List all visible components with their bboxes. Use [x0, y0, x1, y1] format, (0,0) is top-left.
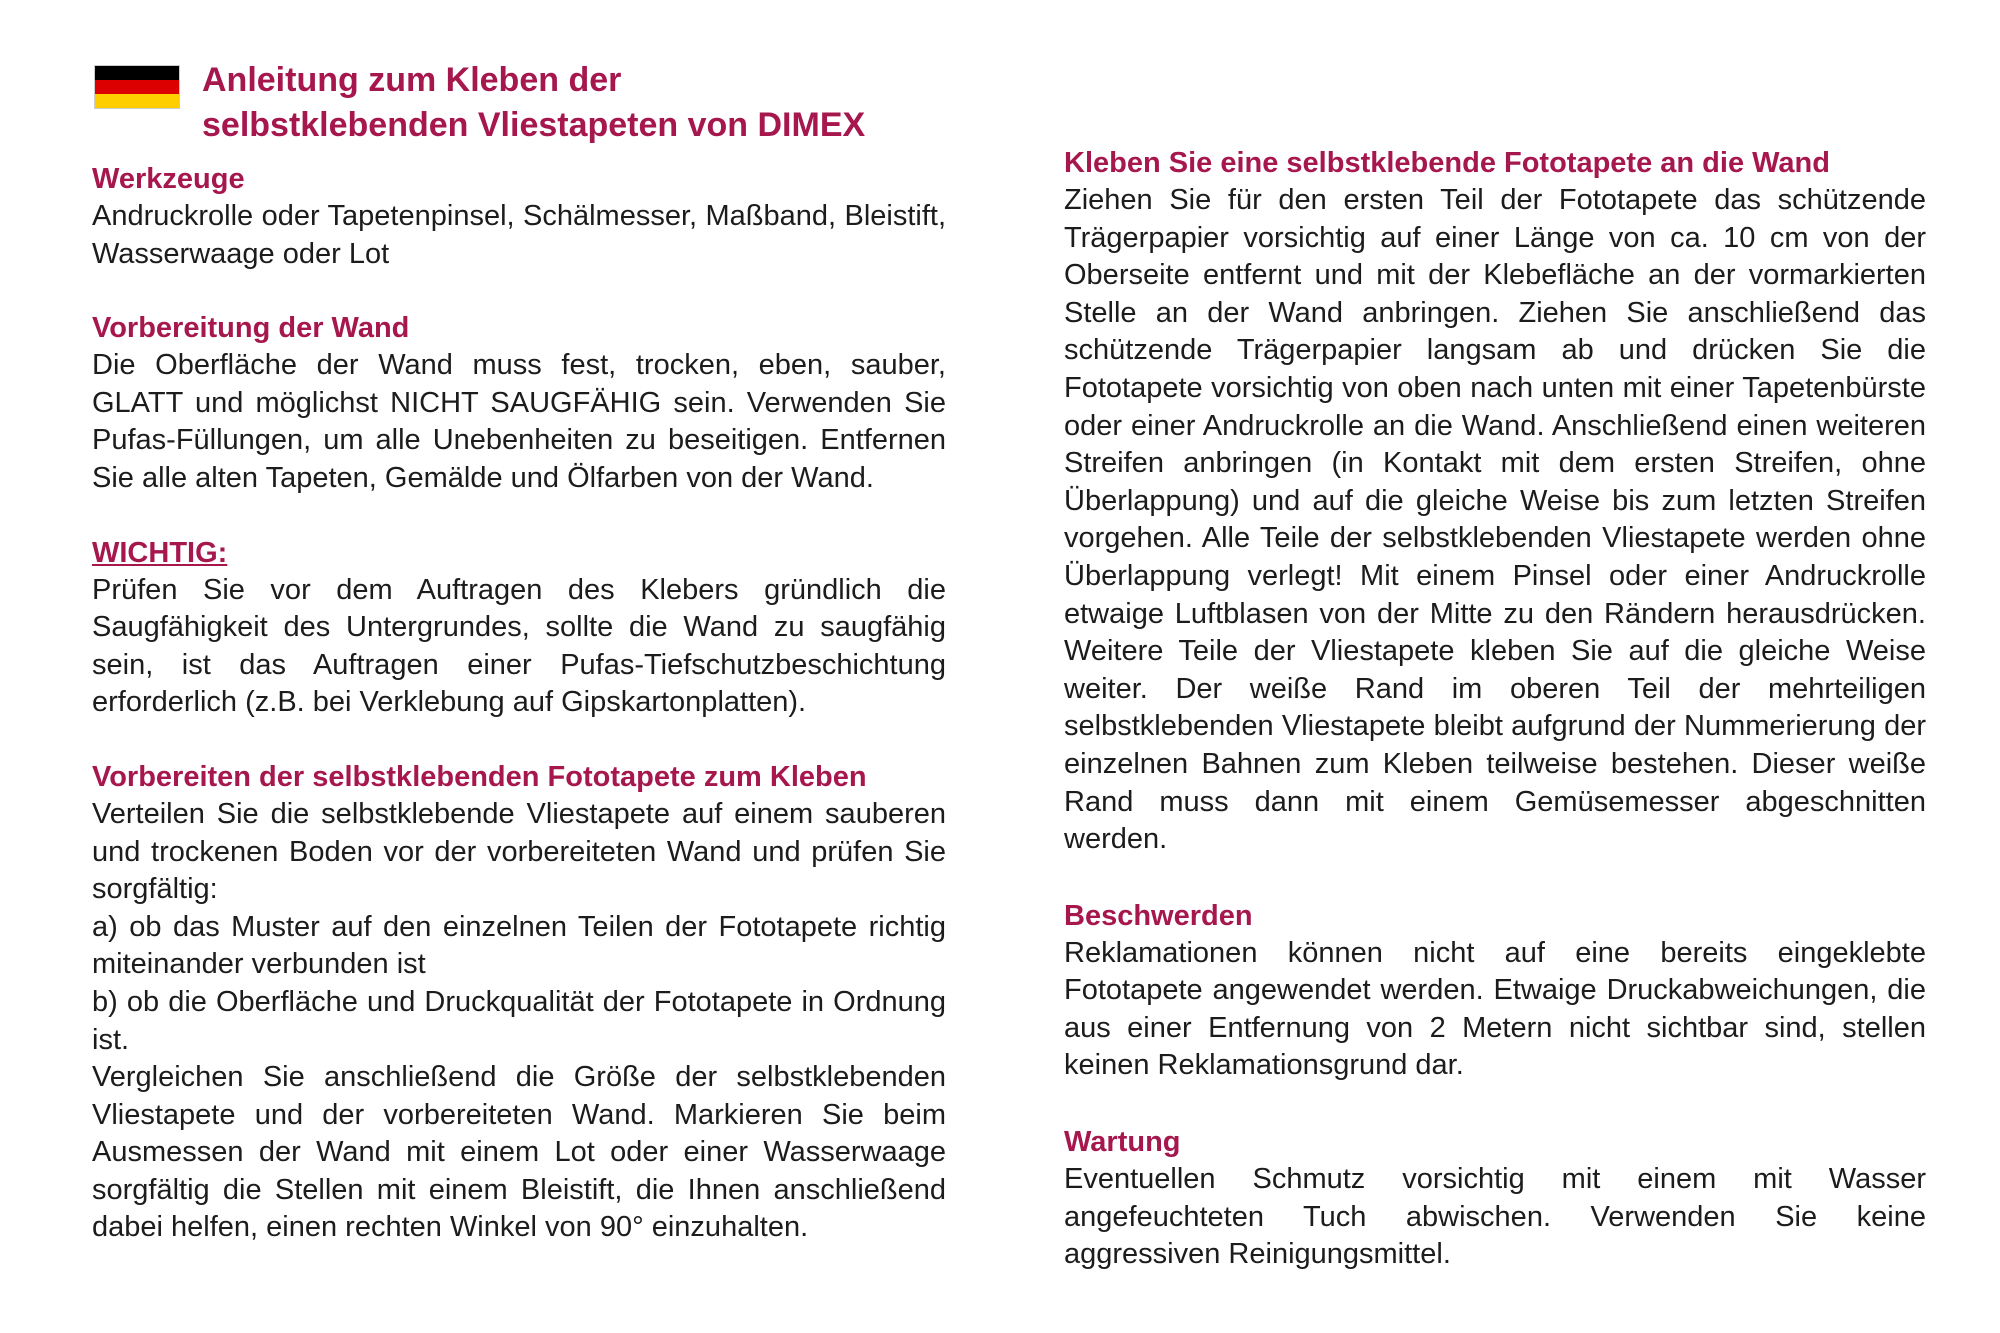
section-tools-heading: Werkzeuge [92, 163, 245, 195]
section-prep-wallpaper-intro: Verteilen Sie die selbstklebende Vliestapete auf einem sauberen und trockenen Boden vor der vorbereiteten Wand und prüfen Sie sorgfältig: [92, 797, 946, 906]
section-important-text: Prüfen Sie vor dem Auftragen des Klebers gründlich die Saugfähigkeit des Untergrundes, sollte die Wand zu saugfähig sein, ist das Auftragen einer Pufas-Tiefschutzbeschichtung erforderlich (z.B. bei Verklebung auf Gipskartonplatten). [92, 573, 946, 719]
check-item-b: b) ob die Oberfläche und Druckqualität der Fototapete in Ordnung ist. [92, 985, 946, 1056]
page-title-line-1: Anleitung zum Kleben der [202, 61, 622, 99]
section-maintenance [1064, 1123, 1926, 1274]
section-tools [92, 160, 946, 273]
section-gluing-heading: Kleben Sie eine selbstklebende Fototapete an die Wand [1064, 147, 1830, 179]
section-tools-text: Andruckrolle oder Tapetenpinsel, Schälmesser, Maßband, Bleistift, Wasserwaage oder Lot [92, 200, 946, 270]
section-maintenance-heading: Wartung [1064, 1126, 1181, 1159]
flag-stripe-red [95, 80, 179, 94]
section-complaints-heading: Beschwerden [1064, 899, 1253, 932]
left-column [92, 160, 946, 1247]
section-gluing [1064, 144, 1926, 859]
section-complaints [1064, 897, 1926, 1085]
page-title [202, 58, 982, 148]
section-important [92, 534, 946, 722]
section-important-heading: WICHTIG: [92, 536, 228, 569]
flag-stripe-gold [95, 94, 179, 108]
section-maintenance-text: Eventuellen Schmutz vorsichtig mit einem mit Wasser angefeuchteten Tuch abwischen. Verwenden Sie keine aggressiven Reinigungsmittel. [1064, 1163, 1926, 1271]
flag-stripe-black [95, 66, 179, 80]
section-wall-prep [92, 309, 946, 497]
section-wall-prep-text: Die Oberfläche der Wand muss fest, trocken, eben, sauber, GLATT und möglichst NICHT SAUGFÄHIG sein. Verwenden Sie Pufas-Füllungen, um alle Unebenheiten zu beseitigen. Entfernen Sie alle alten Tapeten, Gemälde und Ölfarben von der Wand. [92, 349, 946, 494]
section-prep-wallpaper-heading: Vorbereiten der selbstklebenden Fototapete zum Kleben [92, 760, 867, 793]
right-column [1064, 144, 1926, 1274]
section-complaints-text: Reklamationen können nicht auf eine bereits eingeklebte Fototapete angewendet werden. Etwaige Druckabweichungen, die aus einer Entfernung von 2 Metern nicht sichtbar sind, stellen keinen Reklamationsgrund dar. [1064, 936, 1926, 1082]
section-wall-prep-heading: Vorbereitung der Wand [92, 312, 410, 345]
section-prep-wallpaper-outro: Vergleichen Sie anschließend die Größe der selbstklebenden Vliestapete und der vorbereiteten Wand. Markieren Sie beim Ausmessen der Wand mit einem Lot oder einer Wasserwaage sorgfältig die Stellen mit einem Bleistift, die Ihnen anschließend dabei helfen, einen rechten Winkel von 90° einzuhalten. [92, 1061, 946, 1244]
check-item-a: a) ob das Muster auf den einzelnen Teilen der Fototapete richtig miteinander verbunden ist [92, 910, 946, 981]
section-gluing-text: Ziehen Sie für den ersten Teil der Fototapete das schützende Trägerpapier vorsichtig auf einer Länge von ca. 10 cm von der Oberseite entfernt und mit der Klebefläche an der vormarkierten Stelle an der Wand anbringen. Ziehen Sie anschließend das schützende Trägerpapier langsam ab und drücken Sie die Fototapete vorsichtig von oben nach unten mit einer Tapetenbürste oder einer Andruckrolle an die Wand. Anschließend einen weiteren Streifen anbringen (in Kontakt mit dem ersten Streifen, ohne Überlappung) und auf die gleiche Weise bis zum letzten Streifen vorgehen. Alle Teile der selbstklebenden Vliestapete werden ohne Überlappung verlegt! Mit einem Pinsel oder einer Andruckrolle etwaige Luftblasen von der Mitte zu den Rändern herausdrücken. Weitere Teile der Vliestapete kleben Sie auf die gleiche Weise weiter. Der weiße Rand im oberen Teil der mehrteiligen selbstklebenden Vliestapete bleibt aufgrund der Nummerierung der einzelnen Bahnen zum Kleben teilweise bestehen. Dieser weiße Rand muss dann mit einem Gemüsemesser abgeschnitten werden. [1064, 184, 1926, 856]
germany-flag-icon [95, 66, 179, 108]
page-title-line-2: selbstklebenden Vliestapeten von DIMEX [202, 106, 866, 144]
section-prep-wallpaper [92, 758, 946, 1247]
